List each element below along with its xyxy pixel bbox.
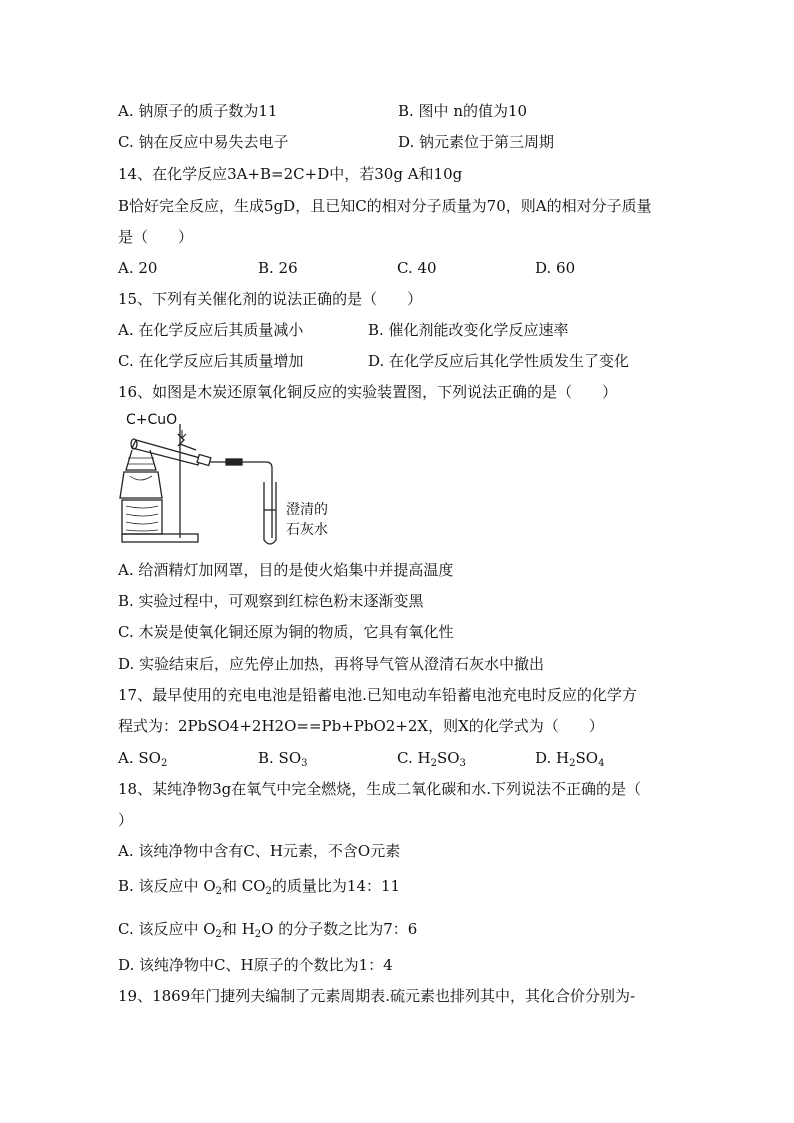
q16-option-c: C. 木炭是使氧化铜还原为铜的物质，它具有氧化性 <box>118 623 454 641</box>
q14-stem-line1: 14、在化学反应3A+B=2C+D中，若30g A和10g <box>118 165 463 183</box>
q13-option-b: B. 图中 n的值为10 <box>398 102 528 120</box>
label-reactants: C+CuO <box>126 412 178 428</box>
q17-option-b: B. $SO_3$ <box>258 749 308 769</box>
q16-stem: 16、如图是木炭还原氧化铜反应的实验装置图，下列说法正确的是（ ） <box>118 383 618 401</box>
q16-option-b: B. 实验过程中，可观察到红棕色粉末逐渐变黑 <box>118 592 424 610</box>
q15-stem: 15、下列有关催化剂的说法正确的是（ ） <box>118 290 423 308</box>
q15-option-d: D. 在化学反应后其化学性质发生了变化 <box>368 352 630 370</box>
q14-option-a: A. 20 <box>118 259 158 277</box>
stand-base <box>122 534 198 542</box>
q15-option-c: C. 在化学反应后其质量增加 <box>118 352 304 370</box>
reaction-test-tube <box>132 440 200 465</box>
apparatus-figure <box>118 410 348 550</box>
q18-option-c: C. 该反应中 $O_2$和 $H_2O$ 的分子数之比为7：6 <box>118 920 418 940</box>
q17-option-d: D. $H_2SO_4$ <box>535 749 605 769</box>
q14-stem-line3: 是（ ） <box>118 228 194 246</box>
q18-option-b: B. 该反应中 $O_2$和 $CO_2$的质量比为14：11 <box>118 877 401 897</box>
q16-option-a: A. 给酒精灯加网罩，目的是使火焰集中并提高温度 <box>118 561 454 579</box>
q18-stem-line2: ） <box>118 811 134 829</box>
q15-option-b: B. 催化剂能改变化学反应速率 <box>368 321 569 339</box>
wooden-block <box>122 500 162 534</box>
q14-option-c: C. 40 <box>397 259 437 277</box>
q14-stem-line2: B恰好完全反应，生成5gD，且已知C的相对分子质量为70，则A的相对分子质量 <box>118 197 652 215</box>
q19-stem-line1: 19、1869年门捷列夫编制了元素周期表.硫元素也排列其中，其化合价分别为- <box>118 987 636 1005</box>
q17-stem-line1: 17、最早使用的充电电池是铅蓄电池.已知电动车铅蓄电池充电时反应的化学方 <box>118 686 637 704</box>
q18-stem-line1: 18、某纯净物3g在氧气中完全燃烧，生成二氧化碳和水.下列说法不正确的是（ <box>118 780 642 798</box>
q14-option-b: B. 26 <box>258 259 298 277</box>
q13-option-d: D. 钠元素位于第三周期 <box>398 133 555 151</box>
q16-option-d: D. 实验结束后，应先停止加热，再将导气管从澄清石灰水中撤出 <box>118 655 545 673</box>
q18-option-a: A. 该纯净物中含有C、H元素，不含O元素 <box>118 842 401 860</box>
wire-mesh-cover <box>126 450 156 470</box>
q17-option-c: C. $H_2SO_3$ <box>397 749 466 769</box>
label-limewater-line1: 澄清的 <box>286 502 328 518</box>
q17-stem-line2: 程式为：2PbSO4+2H2O==Pb+PbO2+2X，则X的化学式为（ ） <box>118 717 604 735</box>
q17-option-a: A. $SO_2$ <box>118 749 168 769</box>
q15-option-a: A. 在化学反应后其质量减小 <box>118 321 304 339</box>
q18-option-d: D. 该纯净物中C、H原子的个数比为1：4 <box>118 956 393 974</box>
q14-option-d: D. 60 <box>535 259 576 277</box>
q13-option-c: C. 钠在反应中易失去电子 <box>118 133 289 151</box>
label-limewater-line2: 石灰水 <box>286 522 328 538</box>
limewater-test-tube <box>264 482 276 544</box>
delivery-tube <box>210 462 272 538</box>
alcohol-lamp <box>120 472 162 498</box>
q13-option-a: A. 钠原子的质子数为11 <box>118 102 278 120</box>
